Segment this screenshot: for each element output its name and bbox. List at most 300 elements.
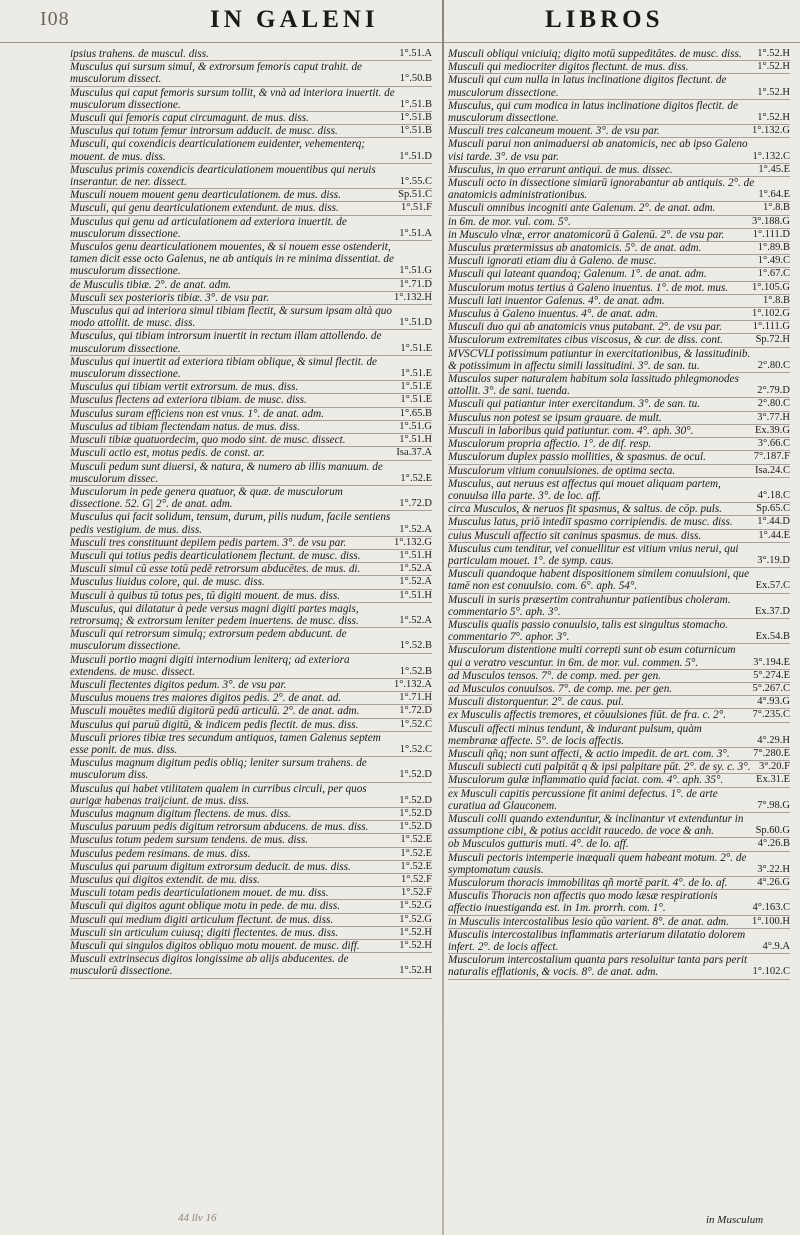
entry-text: Musculi, qui coxendicis dearticulationem euidenter, vehementerq; mouent. de mus. diss. <box>70 138 366 163</box>
entry-reference: 1°.49.C <box>757 255 790 267</box>
index-entry <box>70 537 432 550</box>
entry-reference: 1°.52.H <box>757 86 790 98</box>
catchword: in Musculum <box>706 1214 764 1226</box>
index-entry <box>70 461 432 486</box>
entry-text: Musculi flectentes digitos pedum. 3°. de vsu par. <box>70 678 287 691</box>
index-entry <box>70 112 432 125</box>
entry-text: Musculus totum pedem sursum tendens. de mus. diss. <box>70 834 309 847</box>
entry-text: Musculi qñq; non sunt affecti, & actio impedit. de art. com. 3°. <box>448 747 730 760</box>
entry-reference: 1°.52.D <box>399 821 432 833</box>
entry-reference: 1°.52.A <box>399 523 432 535</box>
entry-reference: 1°.51.G <box>399 265 432 277</box>
entry-reference: 1°.51.E <box>400 368 432 380</box>
entry-text: Musculi obliqui vniciuiq; digito motū suppeditātes. de musc. diss. <box>448 48 742 60</box>
entry-text: Musculorum thoracis immobilitas qñ mortē parit. 4°. de lo. af. <box>448 877 728 889</box>
entry-reference: 1°.52.E <box>400 472 432 484</box>
entry-reference: 1°.51.E <box>400 394 432 406</box>
entry-text: Musculi qui patiantur inter exercitandum. 3°. de san. tu. <box>448 398 701 411</box>
entry-reference: 1°.52.F <box>400 874 432 885</box>
entry-reference: 4°.26.G <box>757 877 790 888</box>
entry-text: ad Musculos conuulsos. 7°. de comp. me. per gen. <box>448 682 673 695</box>
entry-text: Musculi tres constituunt depilem pedis partem. 3°. de vsu par. <box>70 536 347 549</box>
index-entry <box>448 451 790 464</box>
index-entry <box>70 550 432 563</box>
index-entry <box>70 692 432 705</box>
entry-reference: 1°.51.H <box>399 589 432 601</box>
entry-reference: 1°.64.E <box>758 189 790 201</box>
entry-text: Musculi qui mediocriter digitos flectunt. de mus. diss. <box>448 61 689 74</box>
index-entry <box>448 321 790 334</box>
entry-reference: 1°.71.D <box>399 278 432 290</box>
entry-reference: 1°.51.E <box>400 381 432 393</box>
entry-reference: 4°.26.B <box>757 838 790 850</box>
entry-text: Musculis Thoracis non affectis quo modo læsæ respirationis affectio inuestiganda est. in 1m. prorrh. com. 1°. <box>448 890 718 915</box>
entry-text: Musculi qui digitos agunt oblique motu in pede. de mu. diss. <box>70 900 341 913</box>
index-entry <box>448 398 790 411</box>
entry-text: Musculorum vitium conuulsiones. de optima secta. <box>448 464 676 477</box>
entry-reference: 1°.52.F <box>400 887 432 899</box>
index-entry <box>70 138 432 163</box>
entry-text: MVSCVLI potissimum patiuntur in exercitationibus, & lassitudinib. & potissimum in affectu simili lassitudini. 3°. de san. tu. <box>448 347 751 372</box>
entry-text: Musculus qui genu ad articulationem ad exteriora inuertit. de musculorum dissectione. <box>70 215 347 240</box>
index-entry <box>448 229 790 242</box>
entry-reference: 1°.44.E <box>758 529 790 541</box>
entry-reference: 5°.274.E <box>753 669 790 681</box>
entry-text: Musculus qui caput femoris sursum tollit, & vnà ad interiora inuertit. de musculorum dissectione. <box>70 86 395 111</box>
index-entry <box>70 821 432 834</box>
entry-reference: Sp.51.C <box>398 189 432 201</box>
entry-reference: 1°.51.G <box>399 420 432 432</box>
entry-text: Musculi omnibus incogniti ante Galenum. 2°. de anat. adm. <box>448 202 716 215</box>
index-entry <box>70 719 432 732</box>
index-entry <box>448 177 790 202</box>
index-entry <box>70 808 432 821</box>
entry-text: Musculi qui cum nulla in latus inclinatione digitos flectunt. de musculorum dissectione. <box>448 74 727 99</box>
index-entry <box>70 705 432 718</box>
entry-text: Musculus prætermissus ab anatomicis. 5°. de anat. adm. <box>448 242 702 255</box>
entry-reference: Sp.72.H <box>755 334 790 346</box>
entry-text: Musculi qui retrorsum simulq; extrorsum pedem abducunt. de musculorum dissectione. <box>70 628 347 653</box>
index-entry <box>448 125 790 138</box>
entry-text: Musculi lati inuentor Galenus. 4°. de anat. adm. <box>448 294 665 307</box>
entry-reference: 1°.52.H <box>757 61 790 73</box>
entry-text: Musculus non potest se ipsum grauare. de mult. <box>448 411 662 424</box>
index-entry <box>448 373 790 398</box>
index-entry <box>70 394 432 407</box>
entry-text: in 6m. de mor. vul. com. 5°. <box>448 215 571 228</box>
index-entry <box>70 125 432 138</box>
index-entry <box>448 670 790 683</box>
entry-text: Musculus qui facit solidum, tensum, durum, pilis nudum, facile sentiens pedis vestigium. de mus. diss. <box>70 511 391 536</box>
entry-reference: 1°.52.H <box>399 940 432 952</box>
index-entry <box>448 568 790 593</box>
index-entry <box>70 603 432 628</box>
entry-text: Musculus liuidus colore, qui. de musc. diss. <box>70 576 265 589</box>
index-entry <box>448 748 790 761</box>
entry-text: Musculus latus, priō intediī spasmo corripiendis. de musc. diss. <box>448 516 733 529</box>
index-entry <box>70 783 432 808</box>
entry-reference: 1°.8.B <box>763 202 790 214</box>
entry-text: in Musculis intercostalibus lesio qūo varient. 8°. de anat. adm. <box>448 915 729 928</box>
index-entry <box>70 953 432 978</box>
entry-text: Musculus qui ad interiora simul tibiam flectit, & sursum ipsam altà quo modo attollit. de musc. diss. <box>70 305 392 330</box>
index-entry <box>70 421 432 434</box>
entry-reference: 1°.132.G <box>393 536 432 548</box>
entry-reference: 1°.52.G <box>399 913 432 925</box>
index-entry <box>448 696 790 709</box>
entry-text: Musculus qui paruum digitum extrorsum deducit. de mus. diss. <box>70 860 351 873</box>
index-entry <box>448 761 790 774</box>
entry-reference: 1°.8.B <box>763 294 790 306</box>
index-entry <box>448 788 790 813</box>
index-entry <box>70 48 432 61</box>
entry-reference: 1°.55.C <box>399 176 432 188</box>
entry-text: Musculi pectoris intemperie inæquali quem habeant motum. 2°. de symptomatum causis. <box>448 851 747 876</box>
index-entry <box>70 914 432 927</box>
index-entry <box>448 48 790 61</box>
running-title-right: LIBROS <box>545 6 664 33</box>
entry-reference: 1°.51.B <box>399 98 432 110</box>
entry-reference: 2°.79.D <box>757 385 790 397</box>
entry-text: Musculorum intercostalium quanta pars resoluitur tanta pars perit naturalis efflationis, & vocis. 8°. de anat. adm. <box>448 954 748 979</box>
entry-text: Musculi actio est, motus pedis. de const. ar. <box>70 447 265 460</box>
entry-reference: 1°.52.H <box>757 48 790 59</box>
entry-text: Musculi sex posterioris tibiæ. 3°. de vsu par. <box>70 291 270 304</box>
entry-reference: 1°.51.A <box>399 48 432 59</box>
entry-text: Musculi sin articulum cuiusq; digiti flectentes. de mus. diss. <box>70 926 339 939</box>
index-entry <box>448 425 790 438</box>
entry-text: Musculorum extremitates cibus viscosus, & cur. de diss. cont. <box>448 334 723 347</box>
entry-reference: 1°.72.D <box>399 498 432 510</box>
entry-text: Musculi subiecti cuti palpitāt q & ipsi palpitare pūt. 2°. de sy. c. 3°. <box>448 761 751 774</box>
index-entry <box>448 282 790 295</box>
index-entry <box>70 202 432 215</box>
entry-text: Musculorum propria affectio. 1°. de dif. resp. <box>448 438 652 451</box>
entry-text: Musculos genu dearticulationem mouentes, & si nouem esse ostenderit, tamen dicit esse octo Galenus, ne ab antiquis in re minima dissentiat. de musculorum dissectione. <box>70 241 394 278</box>
folio-number: I08 <box>40 8 70 30</box>
entry-text: Musculus magnum digitum pedis obliq; leniter sursum trahens. de musculorum diss. <box>70 757 367 782</box>
entry-text: Musculos super naturalem habitum sola lassitudo phlegmonodes attollit. 3°. de sani. tuenda. <box>448 373 739 398</box>
entry-reference: 1°.132.G <box>751 125 790 137</box>
entry-text: Musculus à Galeno inuentus. 4°. de anat. adm. <box>448 308 658 321</box>
entry-text: de Musculis tibiæ. 2°. de anat. adm. <box>70 278 232 291</box>
index-entry <box>70 164 432 189</box>
index-entry <box>70 848 432 861</box>
entry-reference: Ex.54.B <box>755 631 790 643</box>
entry-reference: Ex.31.E <box>756 774 790 786</box>
entry-text: Musculus, qui cum modica in latus inclinatione digitos flectit. de musculorum dissectione. <box>448 99 738 125</box>
entry-reference: 1°.52.C <box>399 718 432 730</box>
index-entry <box>448 255 790 268</box>
index-entry <box>70 330 432 355</box>
entry-reference: 1°.51.B <box>399 125 432 137</box>
index-column-right <box>448 48 790 980</box>
entry-text: Musculi duo qui ab anatomicis vnus putabant. 2°. de vsu par. <box>448 321 722 334</box>
entry-reference: 1°.52.H <box>757 112 790 124</box>
entry-text: ipsius trahens. de muscul. diss. <box>70 48 209 60</box>
entry-reference: 4°.18.C <box>757 489 790 501</box>
entry-text: Musculi parui non animaduersi ab anatomicis, nec ab ipso Galeno visi tarde. 3°. de vsu par. <box>448 138 748 163</box>
entry-reference: 1°.132.A <box>393 678 432 690</box>
index-entry <box>70 874 432 887</box>
index-entry <box>448 138 790 163</box>
index-entry <box>448 348 790 373</box>
entry-reference: 7°.187.F <box>753 451 790 463</box>
index-entry <box>70 861 432 874</box>
entry-text: Musculis intercostalibus inflammatis arteriarum dilatatio dolorem infert. 2°. de locis affect. <box>448 928 746 954</box>
entry-text: Musculus qui digitos extendit. de mu. diss. <box>70 874 260 886</box>
index-entry <box>448 100 790 125</box>
index-entry <box>448 644 790 669</box>
entry-text: Musculus, qui dilatatur à pede versus magni digiti partes magis, retrorsumq; & extrorsum leniter pedem inuertens. de musc. diss. <box>70 602 359 627</box>
entry-text: ad Musculos tensos. 7°. de comp. med. per gen. <box>448 669 661 682</box>
entry-reference: 1°.52.H <box>399 965 432 977</box>
entry-text: Musculi priores tibiæ tres secundum antiquos, tamen Galenus septem esse ponit. de mus. diss. <box>70 731 381 756</box>
entry-reference: 1°.100.H <box>751 915 790 927</box>
entry-text: Musculi qui lateant quandoq; Galenum. 1°. de anat. adm. <box>448 268 707 281</box>
entry-text: Musculus qui totum femur introrsum adducit. de musc. diss. <box>70 125 338 138</box>
entry-reference: 1°.52.A <box>399 563 432 575</box>
entry-reference: 1°.44.D <box>757 516 790 528</box>
entry-reference: 1°.51.E <box>400 342 432 354</box>
entry-text: ex Musculis affectis tremores, et cōuulsiones fiūt. de fra. c. 2°. <box>448 709 726 722</box>
entry-text: Musculi in suris præsertim contrahuntur patientibus choleram. commentario 5°. aph. 3°. <box>448 593 731 618</box>
index-entry <box>70 408 432 421</box>
entry-reference: 1°.67.C <box>757 268 790 280</box>
bottom-margin-mark: 44 llv 16 <box>178 1212 217 1224</box>
index-entry <box>448 774 790 787</box>
entry-text: Musculi qui totius pedis dearticulationem flectunt. de musc. diss. <box>70 549 361 562</box>
entry-reference: 4°.163.C <box>752 902 790 914</box>
entry-reference: 1°.52.D <box>399 807 432 819</box>
entry-text: Musculorum in pede genera quatuor, & quæ. de musculorum dissectione. 52. G| 2°. de anat. adm. <box>70 485 343 511</box>
entry-text: Musculus mouens tres maiores digitos pedis. 2°. de anat. ad. <box>70 692 342 705</box>
entry-text: circa Musculos, & neruos fit spasmus, & saltus. de cōp. puls. <box>448 503 722 516</box>
entry-reference: 1°.51.D <box>399 150 432 162</box>
index-entry <box>448 61 790 74</box>
index-entry <box>70 447 432 460</box>
entry-reference: 1°.50.B <box>399 73 432 85</box>
index-entry <box>70 189 432 202</box>
index-entry <box>448 242 790 255</box>
entry-text: Musculi simul cū esse totū pedē retrorsum abducētes. de mus. di. <box>70 563 361 576</box>
index-entry <box>70 61 432 86</box>
entry-reference: 1°.132.H <box>393 291 432 303</box>
entry-reference: 2°.80.C <box>757 359 790 371</box>
entry-text: Musculi nouem mouent genu dearticulationem. de mus. diss. <box>70 189 341 202</box>
entry-text: Musculus paruum pedis digitum retrorsum abducens. de mus. diss. <box>70 821 369 834</box>
entry-reference: 1°.52.H <box>399 926 432 938</box>
entry-text: Musculi portio magni digiti internodium leniterq; ad exteriora extendens. de musc. dissect. <box>70 653 350 678</box>
entry-text: Musculi qui femoris caput circumagunt. de mus. diss. <box>70 112 309 125</box>
entry-text: Musculus ad tibiam flectendam natus. de mus. diss. <box>70 420 300 433</box>
entry-reference: 4°.93.G <box>757 696 790 708</box>
entry-reference: Isa.37.A <box>396 447 432 459</box>
entry-reference: 7°.235.C <box>752 709 790 721</box>
index-entry <box>70 654 432 679</box>
entry-reference: Sp.65.C <box>756 503 790 515</box>
entry-text: Musculi quandoque habent dispositionem similem conuulsioni, que tamē non est conuulsio. com. 6°. aph. 54°. <box>448 568 750 593</box>
index-entry <box>448 877 790 890</box>
entry-text: in Musculo vlnæ, error anatomicorū ā Galenū. 2°. de vsu par. <box>448 228 725 241</box>
entry-reference: 3°.77.H <box>757 411 790 423</box>
entry-text: Musculi octo in dissectione simiarū ignorabantur ab antiquis. 2°. de anatomicis administrationibus. <box>448 177 755 202</box>
index-entry <box>70 940 432 953</box>
index-entry <box>70 576 432 589</box>
index-entry <box>448 516 790 529</box>
entry-text: Musculus, in quo errarunt antiqui. de mus. dissec. <box>448 163 673 176</box>
entry-text: Musculus qui tibiam vertit extrorsum. de mus. diss. <box>70 381 299 394</box>
index-entry <box>448 74 790 99</box>
entry-reference: 1°.52.B <box>399 640 432 652</box>
index-entry <box>448 308 790 321</box>
index-entry <box>448 543 790 568</box>
index-entry <box>448 838 790 851</box>
entry-reference: 1°.105.G <box>751 281 790 293</box>
entry-reference: 1°.45.E <box>758 163 790 175</box>
index-entry <box>448 916 790 929</box>
index-entry <box>70 241 432 279</box>
index-entry <box>70 887 432 900</box>
entry-reference: 1°.51.A <box>399 227 432 239</box>
entry-reference: 1°.52.C <box>399 743 432 755</box>
index-entry <box>70 679 432 692</box>
index-entry <box>448 216 790 229</box>
entry-reference: 1°.51.H <box>399 549 432 561</box>
index-entry <box>448 709 790 722</box>
entry-text: Musculi totam pedis dearticulationem mouet. de mu. diss. <box>70 887 329 900</box>
entry-reference: Ex.39.G <box>755 424 790 436</box>
entry-reference: Ex.57.C <box>755 580 790 592</box>
index-entry <box>448 295 790 308</box>
entry-text: Musculi extrinsecus digitos longissime ab alijs abducentes. de musculorū dissectione. <box>70 953 349 978</box>
running-header <box>0 0 800 43</box>
entry-reference: 1°.52.B <box>399 665 432 677</box>
entry-reference: 1°.102.G <box>751 308 790 320</box>
entry-text: Musculi qui singulos digitos obliquo motu mouent. de musc. diff. <box>70 940 360 953</box>
index-entry <box>70 834 432 847</box>
entry-reference: 4°.29.H <box>757 734 790 746</box>
index-entry <box>448 723 790 748</box>
index-entry <box>70 511 432 536</box>
entry-reference: 1°.52.A <box>399 614 432 626</box>
index-entry <box>448 929 790 954</box>
index-entry <box>70 305 432 330</box>
index-entry <box>448 890 790 915</box>
entry-reference: 1°.52.E <box>400 834 432 846</box>
entry-reference: 1°.111.D <box>752 228 790 240</box>
index-entry <box>448 164 790 177</box>
index-entry <box>70 279 432 292</box>
entry-reference: 1°.52.G <box>399 900 432 912</box>
index-entry <box>448 954 790 979</box>
index-entry <box>70 292 432 305</box>
entry-reference: 1°.52.D <box>399 769 432 781</box>
column-gutter <box>442 0 444 1235</box>
entry-text: Musculi à quibus tū totus pes, tū digiti mouent. de mus. diss. <box>70 589 341 602</box>
entry-text: Musculi tres calcaneum mouent. 3°. de vsu par. <box>448 125 660 138</box>
entry-reference: 1°.51.F <box>400 202 432 214</box>
entry-text: ex Musculi capitis percussione fit animi defectus. 1°. de arte curatiua ad Glauconem. <box>448 787 718 812</box>
entry-text: Musculus, qui tibiam introrsum inuertit in rectum illam attollendo. de musculorum dissectione. <box>70 330 382 355</box>
index-entry <box>70 628 432 653</box>
index-entry <box>70 927 432 940</box>
entry-reference: 1°.51.D <box>399 317 432 329</box>
entry-reference: 1°.52.E <box>400 860 432 872</box>
entry-text: Musculi tibiæ quatuordecim, quo modo sint. de musc. dissect. <box>70 434 346 447</box>
index-entry <box>70 563 432 576</box>
index-entry <box>70 381 432 394</box>
entry-text: Musculi affecti minus tendunt, & indurant pulsum, quàm membranæ affecte. 5°. de locis affectis. <box>448 722 702 747</box>
entry-reference: 3°.19.D <box>757 554 790 566</box>
entry-reference: 7°.280.E <box>753 747 790 759</box>
index-entry <box>448 530 790 543</box>
entry-text: Musculus suram efficiens non est vnus. 1°. de anat. adm. <box>70 407 324 420</box>
entry-text: Musculi pedum sunt diuersi, & natura, & numero ab illis manuum. de musculorum dissec. <box>70 460 383 485</box>
running-title-left: IN GALENI <box>210 6 379 33</box>
entry-text: Musculus flectens ad exteriora tibiam. de musc. diss. <box>70 394 307 407</box>
entry-reference: 1°.71.H <box>399 692 432 704</box>
entry-reference: 1°.51.H <box>399 434 432 446</box>
entry-text: Musculi, qui genu dearticulationem extendunt. de mus. diss. <box>70 202 339 215</box>
index-entry <box>448 503 790 516</box>
entry-reference: 3°.188.G <box>751 215 790 227</box>
entry-reference: 5°.267.C <box>752 682 790 694</box>
index-entry <box>70 900 432 913</box>
index-column-left <box>70 48 432 979</box>
entry-reference: 1°.52.E <box>400 847 432 859</box>
index-entry <box>70 486 432 511</box>
index-entry <box>70 590 432 603</box>
entry-reference: 7°.98.G <box>757 799 790 811</box>
entry-text: Musculus pedem resimans. de mus. diss. <box>70 847 251 860</box>
index-entry <box>70 757 432 782</box>
index-entry <box>70 87 432 112</box>
entry-text: Musculus, aut neruus est affectus qui mouet aliquam partem, conuulsa illa parte. 3°. de loc. aff. <box>448 477 721 502</box>
index-entry <box>70 434 432 447</box>
entry-text: Musculi colli quando extenduntur, & inclinantur vt extenduntur in assumptione cibi, & potius accidit raucedo. de voce & anh. <box>448 812 744 838</box>
entry-text: Musculis qualis passio conuulsio, talis est singultus stomacho. commentario 7°. aphor. 3°. <box>448 618 729 644</box>
entry-text: ob Musculos gutturis muti. 4°. de lo. aff. <box>448 838 629 851</box>
entry-reference: 1°.89.B <box>757 242 790 254</box>
entry-reference: 3°.20.F <box>758 761 790 773</box>
entry-reference: 1°.102.C <box>752 966 790 978</box>
entry-text: Musculus cum tenditur, vel conuellitur est vitium vnius nerui, qui particulam mouet. 1°. de symp. caus. <box>448 542 739 567</box>
entry-text: Musculus magnum digitum flectens. de mus. diss. <box>70 807 291 820</box>
entry-reference: 1°.132.C <box>752 150 790 162</box>
entry-reference: 1°.72.D <box>399 705 432 717</box>
entry-reference: 4°.9.A <box>762 941 790 953</box>
entry-reference: 3°.66.C <box>757 438 790 450</box>
index-entry <box>448 268 790 281</box>
entry-text: cuius Musculi affectio sit caninus spasmus. de mus. diss. <box>448 529 702 542</box>
index-entry <box>448 334 790 347</box>
entry-text: Musculus qui habet vtilitatem qualem in curribus circuli, per quos aurigæ habenas traijciunt. de mus. diss. <box>70 782 367 807</box>
entry-reference: Ex.37.D <box>755 605 790 617</box>
entry-text: Musculorum duplex passio mollities, & spasmus. de ocul. <box>448 451 706 464</box>
entry-reference: 3°.194.E <box>753 656 790 668</box>
entry-text: Musculi ignorati etiam diu à Galeno. de musc. <box>448 255 657 268</box>
index-entry <box>448 438 790 451</box>
entry-reference: 1°.51.B <box>399 112 432 124</box>
index-entry <box>448 683 790 696</box>
entry-reference: 1°.111.G <box>752 321 790 333</box>
entry-reference: Isa.24.C <box>755 464 790 476</box>
entry-text: Musculus qui paruū digitū, & indicem pedis flectit. de mus. diss. <box>70 718 359 731</box>
index-entry <box>70 732 432 757</box>
entry-text: Musculorum distentione multi correpti sunt ob esum coturnicum qui a veratro vescuntur. in 6m. de mor. vul. commen. 5°. <box>448 644 736 669</box>
entry-reference: 3°.22.H <box>757 863 790 875</box>
